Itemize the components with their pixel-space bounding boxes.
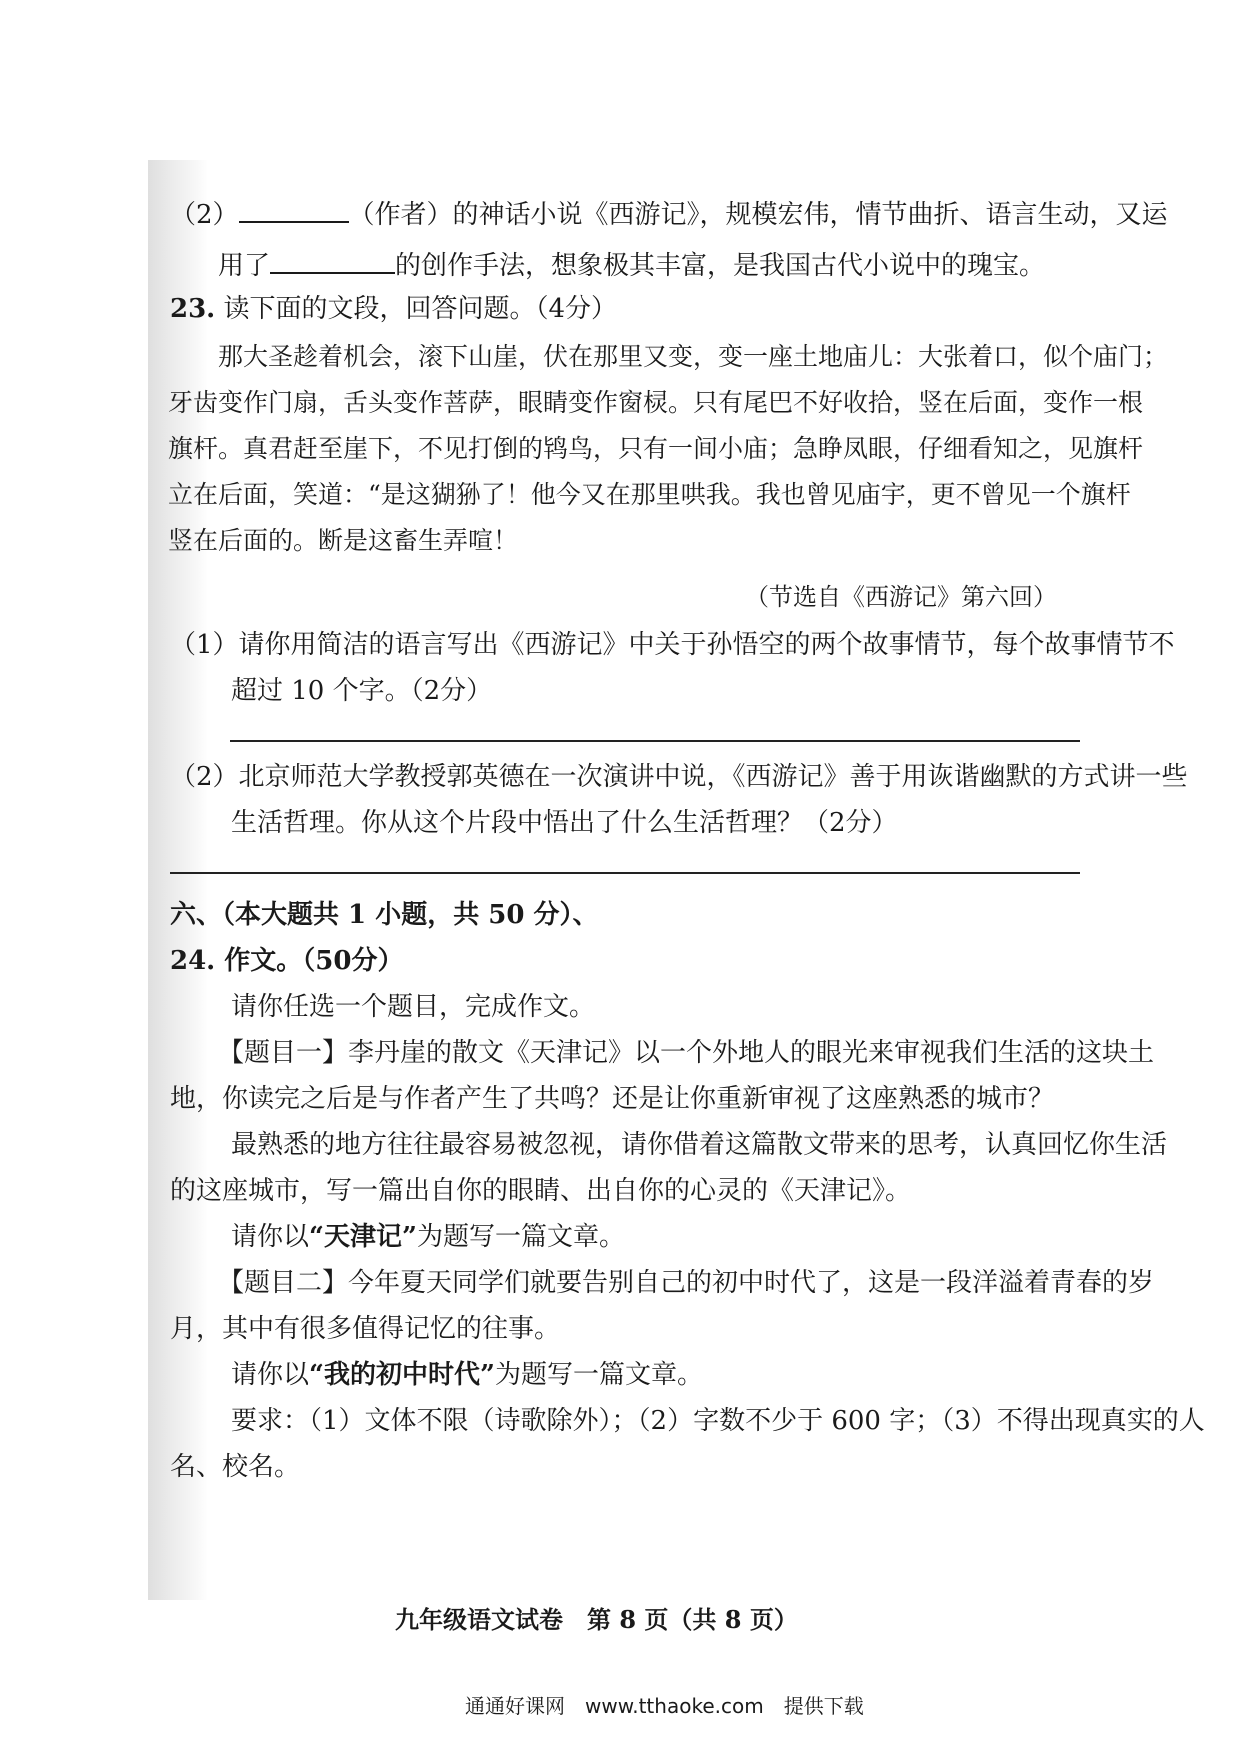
q22-part2-label: （2） <box>170 200 239 230</box>
passage-line-3: 旗杆。真君赶至崖下，不见打倒的鸨鸟，只有一间小庙；急睁凤眼，仔细看知之，见旗杆 <box>168 434 1144 463</box>
passage-line-4: 立在后面，笑道：“是这猢狲了！他今又在那里哄我。我也曾见庙宇，更不曾见一个旗杆 <box>168 480 1131 509</box>
q22-part2-prefix: 用了 <box>218 251 271 281</box>
topic1-title-post: 为题写一篇文章。 <box>416 1222 625 1252</box>
topic1-title: “天津记” <box>309 1222 417 1252</box>
requirements-line1: 要求：（1）文体不限（诗歌除外）；（2）字数不少于 600 字；（3）不得出现真实的人 <box>231 1406 1205 1436</box>
passage-line-5: 竖在后面的。断是这畜生弄喧！ <box>168 526 519 555</box>
topic1-line4: 的这座城市，写一篇出自你的眼睛、出自你的心灵的《天津记》。 <box>170 1176 912 1206</box>
passage-line-2: 牙齿变作门扇，舌头变作菩萨，眼睛变作窗棂。只有尾巴不好收拾，竖在后面，变作一根 <box>168 388 1144 417</box>
answer-line-2[interactable] <box>170 872 1080 874</box>
topic2-line1: 【题目二】今年夏天同学们就要告别自己的初中时代了，这是一段洋溢着青春的岁 <box>218 1268 1155 1298</box>
q23-number: 23. <box>170 294 216 324</box>
q22-part2-line1 <box>170 197 1168 232</box>
topic2-title-pre: 请你以 <box>231 1360 310 1390</box>
q22-part2-text2: 的创作手法，想象极其丰富，是我国古代小说中的瑰宝。 <box>395 251 1046 281</box>
answer-line-1[interactable] <box>230 740 1080 742</box>
q22-part2-text1: （作者）的神话小说《西游记》，规模宏伟，情节曲折、语言生动，又运 <box>348 200 1168 230</box>
section6-heading: 六、（本大题共 1 小题，共 50 分）、 <box>170 900 599 930</box>
technique-blank <box>270 248 395 274</box>
passage-line-1: 那大圣趁着机会，滚下山崖，伏在那里又变，变一座土地庙儿：大张着口，似个庙门； <box>218 342 1169 371</box>
q23-heading <box>170 292 617 326</box>
q23-sub1-line2: 超过 10 个字。（2分） <box>231 676 493 706</box>
download-credit[interactable]: 通通好课网 www.tthaoke.com 提供下载 <box>465 1694 864 1718</box>
q22-part2-line2 <box>218 248 1045 283</box>
topic1-title-pre: 请你以 <box>231 1222 310 1252</box>
topic2-title-post: 为题写一篇文章。 <box>494 1360 703 1390</box>
q23-prompt: 读下面的文段，回答问题。（4分） <box>223 294 618 324</box>
q24-heading: 24. 作文。（50分） <box>170 946 404 976</box>
q23-sub2-text1: 北京师范大学教授郭英德在一次演讲中说，《西游记》善于用诙谐幽默的方式讲一些 <box>238 762 1188 792</box>
q23-sub2-line1 <box>170 760 1188 794</box>
author-blank <box>239 197 349 223</box>
requirements-line2: 名、校名。 <box>170 1452 301 1482</box>
scan-shadow-edge <box>148 160 208 1600</box>
topic2-line2: 月，其中有很多值得记忆的往事。 <box>170 1314 561 1344</box>
topic1-line1: 【题目一】李丹崖的散文《天津记》以一个外地人的眼光来审视我们生活的这块土 <box>218 1038 1155 1068</box>
q23-sub1-text1: 请你用简洁的语言写出《西游记》中关于孙悟空的两个故事情节，每个故事情节不 <box>238 630 1175 660</box>
page-footer: 九年级语文试卷 第 8 页（共 8 页） <box>395 1605 798 1634</box>
q23-sub1-line1 <box>170 628 1175 662</box>
topic1-line3: 最熟悉的地方往往最容易被忽视，请你借着这篇散文带来的思考，认真回忆你生活 <box>231 1130 1168 1160</box>
passage-source: （节选自《西游记》第六回） <box>745 583 1057 611</box>
q23-sub1-label: （1） <box>170 630 239 660</box>
topic1-line2: 地，你读完之后是与作者产生了共鸣？还是让你重新审视了这座熟悉的城市？ <box>170 1084 1055 1114</box>
topic1-title-line <box>231 1220 625 1254</box>
q23-sub2-line2: 生活哲理。你从这个片段中悟出了什么生活哲理？（2分） <box>231 808 898 838</box>
q24-instruction: 请你任选一个题目，完成作文。 <box>231 992 596 1022</box>
topic2-title: “我的初中时代” <box>309 1360 495 1390</box>
q23-sub2-label: （2） <box>170 762 239 792</box>
topic2-title-line <box>231 1358 703 1392</box>
